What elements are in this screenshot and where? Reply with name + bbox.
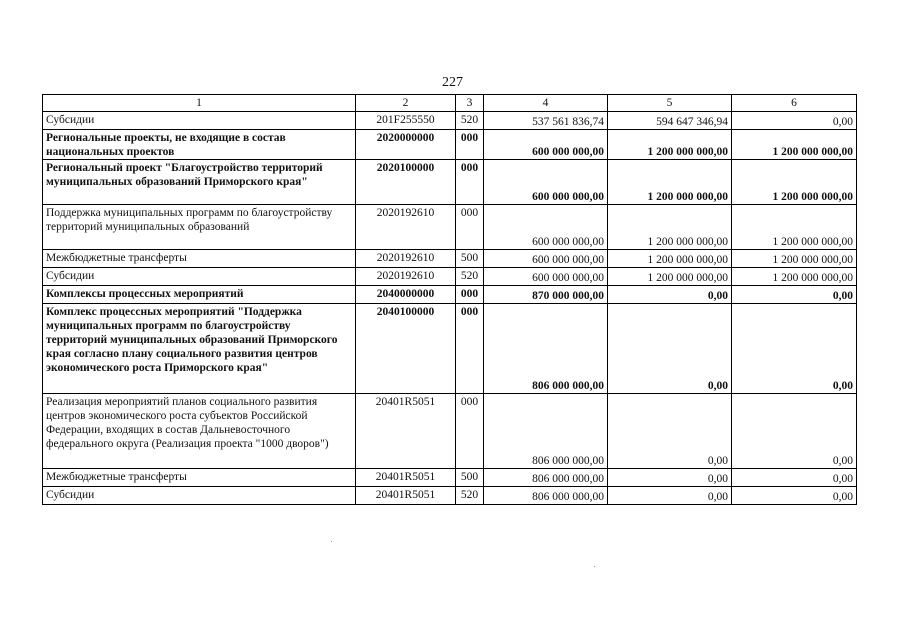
row-value-2024: 1 200 000 000,00 xyxy=(608,205,732,250)
row-value-2025: 0,00 xyxy=(732,286,857,304)
budget-table xyxy=(42,94,857,505)
row-value-2025: 1 200 000 000,00 xyxy=(732,250,857,268)
row-kvr: 500 xyxy=(456,469,484,487)
row-code: 2020000000 xyxy=(356,130,456,160)
row-kvr: 520 xyxy=(456,487,484,505)
row-kvr: 000 xyxy=(456,286,484,304)
row-value-2025: 1 200 000 000,00 xyxy=(732,205,857,250)
table-row xyxy=(43,130,857,160)
row-code: 2020192610 xyxy=(356,250,456,268)
row-name: Субсидии xyxy=(43,487,356,505)
row-value-2024: 0,00 xyxy=(608,394,732,469)
row-value-2025: 0,00 xyxy=(732,112,857,130)
row-value-2023: 537 561 836,74 xyxy=(484,112,608,130)
row-code: 2040000000 xyxy=(356,286,456,304)
row-name: Субсидии xyxy=(43,112,356,130)
row-value-2024: 0,00 xyxy=(608,469,732,487)
row-code: 2020192610 xyxy=(356,205,456,250)
row-value-2024: 1 200 000 000,00 xyxy=(608,160,732,205)
row-kvr: 500 xyxy=(456,250,484,268)
row-value-2025: 0,00 xyxy=(732,487,857,505)
row-value-2025: 0,00 xyxy=(732,469,857,487)
row-kvr: 000 xyxy=(456,205,484,250)
header-row xyxy=(43,95,857,112)
row-value-2023: 806 000 000,00 xyxy=(484,394,608,469)
table-row xyxy=(43,286,857,304)
header-col-5: 5 xyxy=(608,95,732,112)
row-name: Субсидии xyxy=(43,268,356,286)
row-kvr: 520 xyxy=(456,112,484,130)
table-row xyxy=(43,160,857,205)
row-name: Региональный проект "Благоустройство территорий муниципальных образований Приморского края" xyxy=(43,160,356,205)
row-kvr: 000 xyxy=(456,304,484,394)
scan-speck xyxy=(594,566,595,567)
table-row xyxy=(43,469,857,487)
row-value-2023: 600 000 000,00 xyxy=(484,130,608,160)
row-value-2024: 1 200 000 000,00 xyxy=(608,250,732,268)
row-name: Комплекс процессных мероприятий "Поддержка муниципальных программ по благоустройству территорий муниципальных образований Приморского края согласно плану социального развития центров экономического роста Приморского края" xyxy=(43,304,356,394)
header-col-4: 4 xyxy=(484,95,608,112)
row-name: Межбюджетные трансферты xyxy=(43,250,356,268)
row-value-2025: 0,00 xyxy=(732,394,857,469)
page-number: 227 xyxy=(442,75,463,90)
table-row xyxy=(43,250,857,268)
header-col-1: 1 xyxy=(43,95,356,112)
row-value-2024: 1 200 000 000,00 xyxy=(608,268,732,286)
row-name: Реализация мероприятий планов социального развития центров экономического роста субъектов Российской Федерации, входящих в состав Дальневосточного федерального округа (Реализация проекта "1000 дворов") xyxy=(43,394,356,469)
row-value-2025: 0,00 xyxy=(732,304,857,394)
header-col-6: 6 xyxy=(732,95,857,112)
row-code: 2020192610 xyxy=(356,268,456,286)
row-code: 20401R5051 xyxy=(356,487,456,505)
row-value-2023: 806 000 000,00 xyxy=(484,469,608,487)
row-name: Комплексы процессных мероприятий xyxy=(43,286,356,304)
row-value-2024: 0,00 xyxy=(608,304,732,394)
row-code: 20401R5051 xyxy=(356,394,456,469)
table-row xyxy=(43,205,857,250)
row-value-2024: 0,00 xyxy=(608,286,732,304)
row-value-2025: 1 200 000 000,00 xyxy=(732,268,857,286)
row-value-2024: 594 647 346,94 xyxy=(608,112,732,130)
row-name: Региональные проекты, не входящие в состав национальных проектов xyxy=(43,130,356,160)
row-value-2024: 0,00 xyxy=(608,487,732,505)
table-row xyxy=(43,268,857,286)
row-code: 201F255550 xyxy=(356,112,456,130)
row-kvr: 520 xyxy=(456,268,484,286)
row-code: 2040100000 xyxy=(356,304,456,394)
table-row xyxy=(43,394,857,469)
row-name: Поддержка муниципальных программ по благоустройству территорий муниципальных образований xyxy=(43,205,356,250)
table-row xyxy=(43,487,857,505)
row-value-2023: 600 000 000,00 xyxy=(484,205,608,250)
row-value-2023: 870 000 000,00 xyxy=(484,286,608,304)
header-col-2: 2 xyxy=(356,95,456,112)
scan-speck xyxy=(331,541,332,542)
row-value-2023: 600 000 000,00 xyxy=(484,250,608,268)
table-row xyxy=(43,112,857,130)
table-row xyxy=(43,304,857,394)
row-kvr: 000 xyxy=(456,394,484,469)
row-value-2025: 1 200 000 000,00 xyxy=(732,160,857,205)
row-name: Межбюджетные трансферты xyxy=(43,469,356,487)
header-col-3: 3 xyxy=(456,95,484,112)
row-value-2024: 1 200 000 000,00 xyxy=(608,130,732,160)
row-value-2023: 806 000 000,00 xyxy=(484,487,608,505)
row-kvr: 000 xyxy=(456,130,484,160)
row-code: 2020100000 xyxy=(356,160,456,205)
row-value-2023: 600 000 000,00 xyxy=(484,160,608,205)
row-value-2025: 1 200 000 000,00 xyxy=(732,130,857,160)
row-code: 20401R5051 xyxy=(356,469,456,487)
row-value-2023: 600 000 000,00 xyxy=(484,268,608,286)
row-value-2023: 806 000 000,00 xyxy=(484,304,608,394)
row-kvr: 000 xyxy=(456,160,484,205)
